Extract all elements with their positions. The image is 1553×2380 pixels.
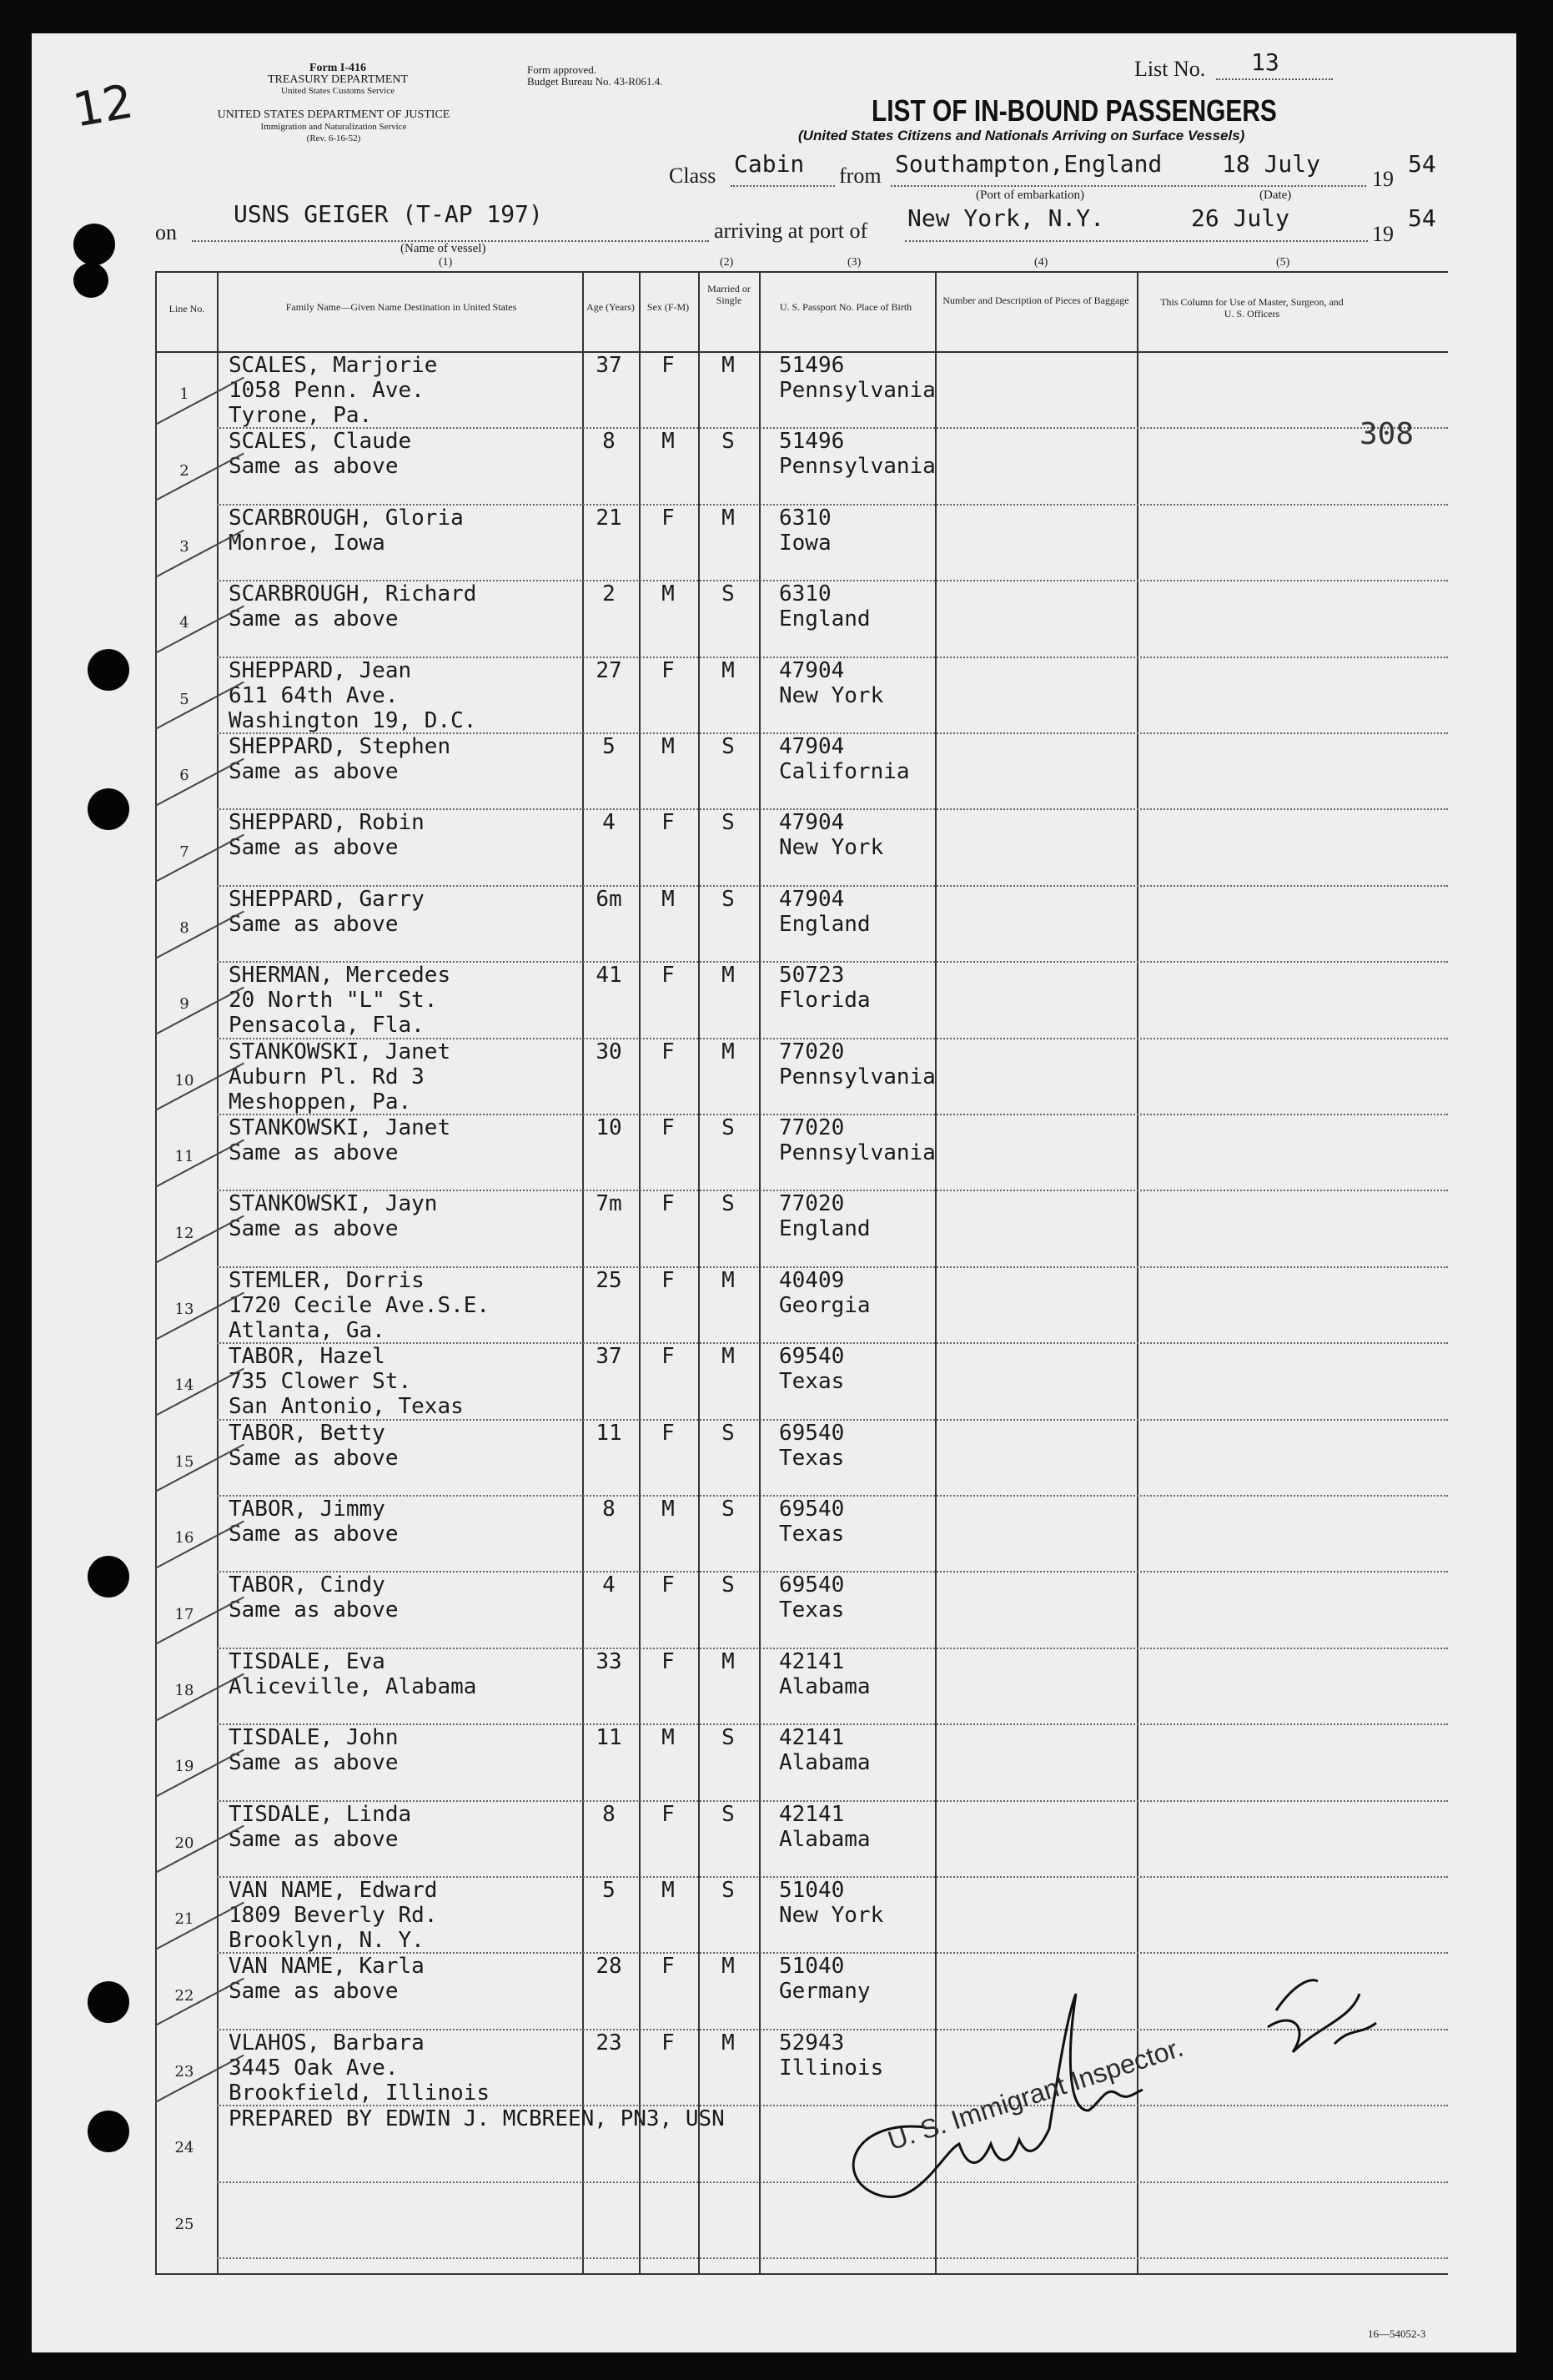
place-of-birth: Alabama bbox=[779, 1826, 871, 1852]
passenger-age: 7m bbox=[596, 1191, 622, 1217]
place-of-birth: Florida bbox=[779, 988, 871, 1014]
passenger-age: 30 bbox=[596, 1039, 622, 1064]
passport-number: 50723 bbox=[779, 963, 845, 989]
passenger-name: STANKOWSKI, Janet bbox=[229, 1039, 451, 1064]
passenger-sex: F bbox=[661, 505, 675, 531]
passenger-marital-status: S bbox=[721, 1191, 735, 1217]
line-number: 21 bbox=[174, 1910, 194, 1929]
passport-number: 69540 bbox=[779, 1420, 845, 1446]
passenger-address: Brookfield, Illinois bbox=[229, 2080, 490, 2106]
passenger-sex: F bbox=[661, 810, 675, 836]
justice-department: UNITED STATES DEPARTMENT OF JUSTICE bbox=[217, 108, 450, 121]
passenger-sex: F bbox=[661, 657, 675, 683]
place-of-birth: Texas bbox=[779, 1369, 845, 1395]
passenger-address: 1058 Penn. Ave. bbox=[229, 378, 425, 403]
passenger-name: SHEPPARD, Stephen bbox=[229, 734, 451, 759]
col-divider bbox=[759, 271, 761, 2273]
passport-number: 42141 bbox=[779, 1801, 845, 1827]
passenger-address: 3445 Oak Ave. bbox=[229, 2055, 399, 2081]
inspector-stamp: U. S. Immigrant Inspector. bbox=[884, 2031, 1187, 2156]
binder-hole bbox=[88, 2111, 129, 2152]
passenger-address: Same as above bbox=[229, 1522, 399, 1547]
passenger-marital-status: S bbox=[721, 1725, 735, 1751]
passenger-name: TABOR, Hazel bbox=[229, 1344, 385, 1370]
passport-number: 69540 bbox=[779, 1344, 845, 1370]
passenger-address: Aliceville, Alabama bbox=[229, 1673, 477, 1699]
passenger-age: 5 bbox=[602, 1878, 616, 1903]
passport-number: 52943 bbox=[779, 2030, 845, 2055]
class-underline bbox=[731, 185, 835, 187]
passenger-name: SHEPPARD, Robin bbox=[229, 810, 425, 836]
passenger-name: TISDALE, Eva bbox=[229, 1648, 385, 1674]
passenger-marital-status: M bbox=[721, 1039, 735, 1064]
line-number: 23 bbox=[174, 2062, 194, 2081]
passenger-address: Same as above bbox=[229, 835, 399, 861]
col-number-5: (5) bbox=[1276, 256, 1290, 269]
passport-number: 51040 bbox=[779, 1878, 845, 1903]
passenger-age: 11 bbox=[596, 1420, 622, 1446]
passenger-address: Atlanta, Ga. bbox=[229, 1317, 385, 1343]
place-of-birth: Texas bbox=[779, 1445, 845, 1471]
page-title: LIST OF IN-BOUND PASSENGERS bbox=[872, 93, 1277, 128]
line-number: 16 bbox=[174, 1529, 194, 1547]
passport-number: 47904 bbox=[779, 886, 845, 912]
budget-bureau: Budget Bureau No. 43-R061.4. bbox=[527, 75, 663, 88]
passenger-address: 20 North "L" St. bbox=[229, 988, 438, 1014]
passenger-sex: M bbox=[661, 429, 675, 455]
passenger-address: Same as above bbox=[229, 606, 399, 632]
passenger-age: 11 bbox=[596, 1725, 622, 1751]
list-number-underline bbox=[1216, 78, 1333, 80]
line-number: 7 bbox=[179, 843, 189, 861]
passenger-age: 10 bbox=[596, 1115, 622, 1140]
line-number: 2 bbox=[179, 461, 189, 480]
passport-number: 51040 bbox=[779, 1954, 845, 1980]
passport-number: 77020 bbox=[779, 1115, 845, 1140]
passport-number: 69540 bbox=[779, 1497, 845, 1522]
treasury-department: TREASURY DEPARTMENT bbox=[267, 73, 409, 86]
passenger-sex: M bbox=[661, 1497, 675, 1522]
line-number: 19 bbox=[174, 1758, 194, 1776]
passenger-age: 27 bbox=[596, 657, 622, 683]
place-of-birth: Texas bbox=[779, 1598, 845, 1623]
passenger-sex: F bbox=[661, 1420, 675, 1446]
passenger-sex: F bbox=[661, 1115, 675, 1140]
place-of-birth: England bbox=[779, 606, 871, 632]
arrival-port: New York, N.Y. bbox=[907, 204, 1105, 232]
passenger-marital-status: M bbox=[721, 505, 735, 531]
binder-hole bbox=[88, 1981, 129, 2023]
passenger-marital-status: S bbox=[721, 581, 735, 607]
year-prefix-1: 19 bbox=[1372, 167, 1394, 191]
passenger-sex: F bbox=[661, 1648, 675, 1674]
line-number: 9 bbox=[179, 995, 189, 1014]
passenger-name: STANKOWSKI, Jayn bbox=[229, 1191, 438, 1217]
passenger-address: Same as above bbox=[229, 759, 399, 784]
vessel-name: USNS GEIGER (T-AP 197) bbox=[234, 200, 543, 228]
passenger-marital-status: M bbox=[721, 657, 735, 683]
passenger-name: TABOR, Betty bbox=[229, 1420, 385, 1446]
passenger-address: Same as above bbox=[229, 454, 399, 480]
passenger-marital-status: S bbox=[721, 886, 735, 912]
form-revision: (Rev. 6-16-52) bbox=[306, 133, 361, 143]
passenger-marital-status: M bbox=[721, 963, 735, 989]
passport-number: 40409 bbox=[779, 1267, 845, 1293]
from-underline bbox=[891, 185, 1366, 187]
year-suffix-2: 54 bbox=[1408, 204, 1436, 232]
line-number: 13 bbox=[174, 1300, 194, 1318]
passenger-age: 8 bbox=[602, 429, 616, 455]
passenger-name: TABOR, Jimmy bbox=[229, 1497, 385, 1522]
passenger-marital-status: S bbox=[721, 810, 735, 836]
passenger-address: Same as above bbox=[229, 1826, 399, 1852]
passenger-name: SCARBROUGH, Gloria bbox=[229, 505, 464, 531]
line-number: 1 bbox=[179, 385, 189, 404]
col-header-officers: This Column for Use of Master, Surgeon, and U. S. Officers bbox=[1160, 296, 1344, 320]
departure-date: 18 July bbox=[1222, 150, 1321, 178]
list-number-value: 13 bbox=[1251, 48, 1279, 76]
passenger-name: STEMLER, Dorris bbox=[229, 1267, 425, 1293]
passenger-address: Same as above bbox=[229, 1216, 399, 1242]
ins-service: Immigration and Naturalization Service bbox=[260, 122, 407, 132]
passenger-name: STANKOWSKI, Janet bbox=[229, 1115, 451, 1140]
line-number: 22 bbox=[174, 1986, 194, 2005]
corner-mark: 12 bbox=[68, 74, 138, 138]
binder-hole bbox=[88, 1556, 129, 1598]
passenger-sex: F bbox=[661, 963, 675, 989]
passenger-age: 37 bbox=[596, 353, 622, 378]
line-number: 18 bbox=[174, 1681, 194, 1699]
line-number: 11 bbox=[174, 1148, 194, 1166]
port-caption: (Port of embarkation) bbox=[976, 189, 1084, 202]
date-caption: (Date) bbox=[1259, 189, 1292, 202]
passenger-age: 6m bbox=[596, 886, 622, 912]
place-of-birth: Texas bbox=[779, 1522, 845, 1547]
col-header-passport: U. S. Passport No. Place of Birth bbox=[779, 301, 912, 313]
place-of-birth: Alabama bbox=[779, 1750, 871, 1776]
passenger-age: 33 bbox=[596, 1648, 622, 1674]
passenger-sex: F bbox=[661, 1191, 675, 1217]
passenger-age: 21 bbox=[596, 505, 622, 531]
col-number-3: (3) bbox=[847, 256, 862, 269]
passenger-marital-status: S bbox=[721, 1572, 735, 1598]
list-number-label: List No. bbox=[1134, 57, 1206, 81]
passenger-address: 1809 Beverly Rd. bbox=[229, 1903, 438, 1928]
passport-number: 42141 bbox=[779, 1725, 845, 1751]
passenger-age: 2 bbox=[602, 581, 616, 607]
passenger-marital-status: M bbox=[721, 1267, 735, 1293]
passport-number: 69540 bbox=[779, 1572, 845, 1598]
passenger-name: SHEPPARD, Garry bbox=[229, 886, 425, 912]
place-of-birth: Pennsylvania bbox=[779, 1140, 936, 1165]
passenger-marital-status: M bbox=[721, 353, 735, 378]
passenger-address: Same as above bbox=[229, 911, 399, 937]
embarkation-port: Southampton,England bbox=[895, 150, 1163, 178]
passport-number: 47904 bbox=[779, 734, 845, 759]
binder-hole bbox=[88, 649, 129, 691]
line-number: 4 bbox=[179, 614, 189, 632]
binder-hole bbox=[73, 224, 115, 265]
passenger-age: 41 bbox=[596, 963, 622, 989]
arrival-date: 26 July bbox=[1191, 204, 1290, 232]
passenger-address: 735 Clower St. bbox=[229, 1369, 412, 1395]
from-label: from bbox=[839, 164, 882, 188]
passenger-age: 28 bbox=[596, 1954, 622, 1980]
passenger-age: 25 bbox=[596, 1267, 622, 1293]
col-header-married: Married or Single bbox=[707, 283, 751, 306]
passenger-sex: F bbox=[661, 1344, 675, 1370]
passenger-address: Same as above bbox=[229, 1979, 399, 2005]
passenger-name: PREPARED BY EDWIN J. MCBREEN, PN3, USN bbox=[229, 2106, 725, 2132]
passport-number: 6310 bbox=[779, 505, 832, 531]
class-value: Cabin bbox=[734, 150, 805, 178]
place-of-birth: New York bbox=[779, 1903, 884, 1928]
passenger-sex: M bbox=[661, 1725, 675, 1751]
place-of-birth: Iowa bbox=[779, 530, 832, 556]
passport-number: 51496 bbox=[779, 429, 845, 455]
passenger-address: Same as above bbox=[229, 1598, 399, 1623]
col-number-2: (2) bbox=[720, 256, 734, 269]
passenger-marital-status: M bbox=[721, 2030, 735, 2055]
col-header-age: Age (Years) bbox=[586, 301, 635, 313]
line-number: 20 bbox=[174, 1834, 194, 1852]
passenger-name: SCALES, Claude bbox=[229, 429, 412, 455]
passenger-marital-status: S bbox=[721, 429, 735, 455]
passenger-name: TISDALE, Linda bbox=[229, 1801, 412, 1827]
line-number: 14 bbox=[174, 1376, 194, 1395]
passport-number: 6310 bbox=[779, 581, 832, 607]
place-of-birth: Pennsylvania bbox=[779, 454, 936, 480]
passenger-marital-status: S bbox=[721, 1115, 735, 1140]
passenger-address: 1720 Cecile Ave.S.E. bbox=[229, 1292, 490, 1318]
line-number: 15 bbox=[174, 1452, 194, 1471]
table-border-left bbox=[155, 271, 157, 2273]
passenger-sex: F bbox=[661, 1954, 675, 1980]
place-of-birth: New York bbox=[779, 682, 884, 708]
place-of-birth: Germany bbox=[779, 1979, 871, 2005]
passenger-address: San Antonio, Texas bbox=[229, 1394, 464, 1420]
passenger-name: SCALES, Marjorie bbox=[229, 353, 438, 378]
line-number: 12 bbox=[174, 1224, 194, 1242]
binder-hole bbox=[73, 263, 108, 298]
passenger-address: Same as above bbox=[229, 1445, 399, 1471]
passport-number: 51496 bbox=[779, 353, 845, 378]
passenger-sex: F bbox=[661, 1801, 675, 1827]
passenger-name: VAN NAME, Edward bbox=[229, 1878, 438, 1903]
line-number: 8 bbox=[179, 918, 189, 937]
passenger-sex: F bbox=[661, 2030, 675, 2055]
passenger-marital-status: S bbox=[721, 1497, 735, 1522]
passenger-address: Tyrone, Pa. bbox=[229, 403, 373, 428]
line-number: 25 bbox=[174, 2215, 194, 2233]
place-of-birth: Pennsylvania bbox=[779, 378, 936, 403]
passport-number: 47904 bbox=[779, 810, 845, 836]
passenger-address: Same as above bbox=[229, 1750, 399, 1776]
col-number-4: (4) bbox=[1034, 256, 1048, 269]
line-number: 17 bbox=[174, 1605, 194, 1623]
passenger-address: Washington 19, D.C. bbox=[229, 707, 477, 733]
place-of-birth: Illinois bbox=[779, 2055, 884, 2081]
vessel-caption: (Name of vessel) bbox=[400, 242, 486, 255]
passenger-age: 5 bbox=[602, 734, 616, 759]
col-header-name: Family Name—Given Name Destination in United States bbox=[285, 301, 517, 313]
place-of-birth: Pennsylvania bbox=[779, 1064, 936, 1089]
passenger-address: Brooklyn, N. Y. bbox=[229, 1928, 425, 1953]
passenger-marital-status: M bbox=[721, 1344, 735, 1370]
col-number-1: (1) bbox=[439, 256, 453, 269]
passenger-name: VLAHOS, Barbara bbox=[229, 2030, 425, 2055]
passenger-sex: M bbox=[661, 886, 675, 912]
passport-number: 42141 bbox=[779, 1648, 845, 1674]
passenger-marital-status: M bbox=[721, 1954, 735, 1980]
passenger-address: 611 64th Ave. bbox=[229, 682, 399, 708]
inspector-signature bbox=[801, 1944, 1385, 2277]
col-header-line: Line No. bbox=[168, 303, 205, 314]
passenger-age: 23 bbox=[596, 2030, 622, 2055]
passenger-address: Pensacola, Fla. bbox=[229, 1013, 425, 1039]
passenger-name: SHERMAN, Mercedes bbox=[229, 963, 451, 989]
passenger-age: 4 bbox=[602, 810, 616, 836]
line-number: 3 bbox=[179, 537, 189, 556]
passenger-marital-status: S bbox=[721, 1420, 735, 1446]
passenger-sex: F bbox=[661, 1572, 675, 1598]
passenger-age: 8 bbox=[602, 1497, 616, 1522]
passenger-sex: M bbox=[661, 1878, 675, 1903]
passenger-name: TABOR, Cindy bbox=[229, 1572, 385, 1598]
officer-note: 308 bbox=[1360, 417, 1415, 451]
on-label: on bbox=[155, 220, 177, 244]
passenger-name: SHEPPARD, Jean bbox=[229, 657, 412, 683]
line-number: 6 bbox=[179, 767, 189, 785]
col-header-sex: Sex (F-M) bbox=[646, 301, 690, 313]
passenger-marital-status: S bbox=[721, 734, 735, 759]
passenger-address: Auburn Pl. Rd 3 bbox=[229, 1064, 425, 1089]
passenger-sex: F bbox=[661, 1267, 675, 1293]
passenger-sex: F bbox=[661, 353, 675, 378]
arriving-label: arriving at port of bbox=[714, 219, 868, 243]
place-of-birth: England bbox=[779, 911, 871, 937]
passenger-age: 37 bbox=[596, 1344, 622, 1370]
passport-number: 77020 bbox=[779, 1191, 845, 1217]
passenger-name: SCARBROUGH, Richard bbox=[229, 581, 477, 607]
arrival-underline bbox=[905, 240, 1368, 242]
form-approved: Form approved. bbox=[527, 63, 597, 76]
line-number: 10 bbox=[174, 1071, 194, 1089]
customs-service: United States Customs Service bbox=[281, 86, 395, 96]
passenger-sex: F bbox=[661, 1039, 675, 1064]
year-prefix-2: 19 bbox=[1372, 222, 1394, 246]
place-of-birth: California bbox=[779, 759, 910, 784]
col-header-baggage: Number and Description of Pieces of Baggage bbox=[942, 294, 1129, 306]
passenger-age: 4 bbox=[602, 1572, 616, 1598]
class-label: Class bbox=[669, 164, 716, 188]
passenger-name: TISDALE, John bbox=[229, 1725, 399, 1751]
passenger-marital-status: S bbox=[721, 1878, 735, 1903]
passenger-marital-status: M bbox=[721, 1648, 735, 1674]
passenger-sex: M bbox=[661, 734, 675, 759]
passport-number: 47904 bbox=[779, 657, 845, 683]
col-divider bbox=[217, 271, 219, 2273]
place-of-birth: Georgia bbox=[779, 1292, 871, 1318]
binder-hole bbox=[88, 788, 129, 830]
line-number: 24 bbox=[174, 2139, 194, 2157]
year-suffix-1: 54 bbox=[1408, 150, 1436, 178]
passport-number: 77020 bbox=[779, 1039, 845, 1064]
place-of-birth: New York bbox=[779, 835, 884, 861]
footer-code: 16—54052-3 bbox=[1368, 2327, 1426, 2340]
page-subtitle: (United States Citizens and Nationals Arriving on Surface Vessels) bbox=[798, 128, 1245, 143]
passenger-age: 8 bbox=[602, 1801, 616, 1827]
passenger-marital-status: S bbox=[721, 1801, 735, 1827]
place-of-birth: England bbox=[779, 1216, 871, 1242]
table-top-border bbox=[155, 271, 1448, 273]
form-number: Form I-416 bbox=[309, 62, 367, 74]
passenger-address: Monroe, Iowa bbox=[229, 530, 385, 556]
passenger-name: VAN NAME, Karla bbox=[229, 1954, 425, 1980]
passenger-address: Same as above bbox=[229, 1140, 399, 1165]
line-number: 5 bbox=[179, 690, 189, 708]
passenger-address: Meshoppen, Pa. bbox=[229, 1089, 412, 1115]
passenger-sex: M bbox=[661, 581, 675, 607]
place-of-birth: Alabama bbox=[779, 1673, 871, 1699]
